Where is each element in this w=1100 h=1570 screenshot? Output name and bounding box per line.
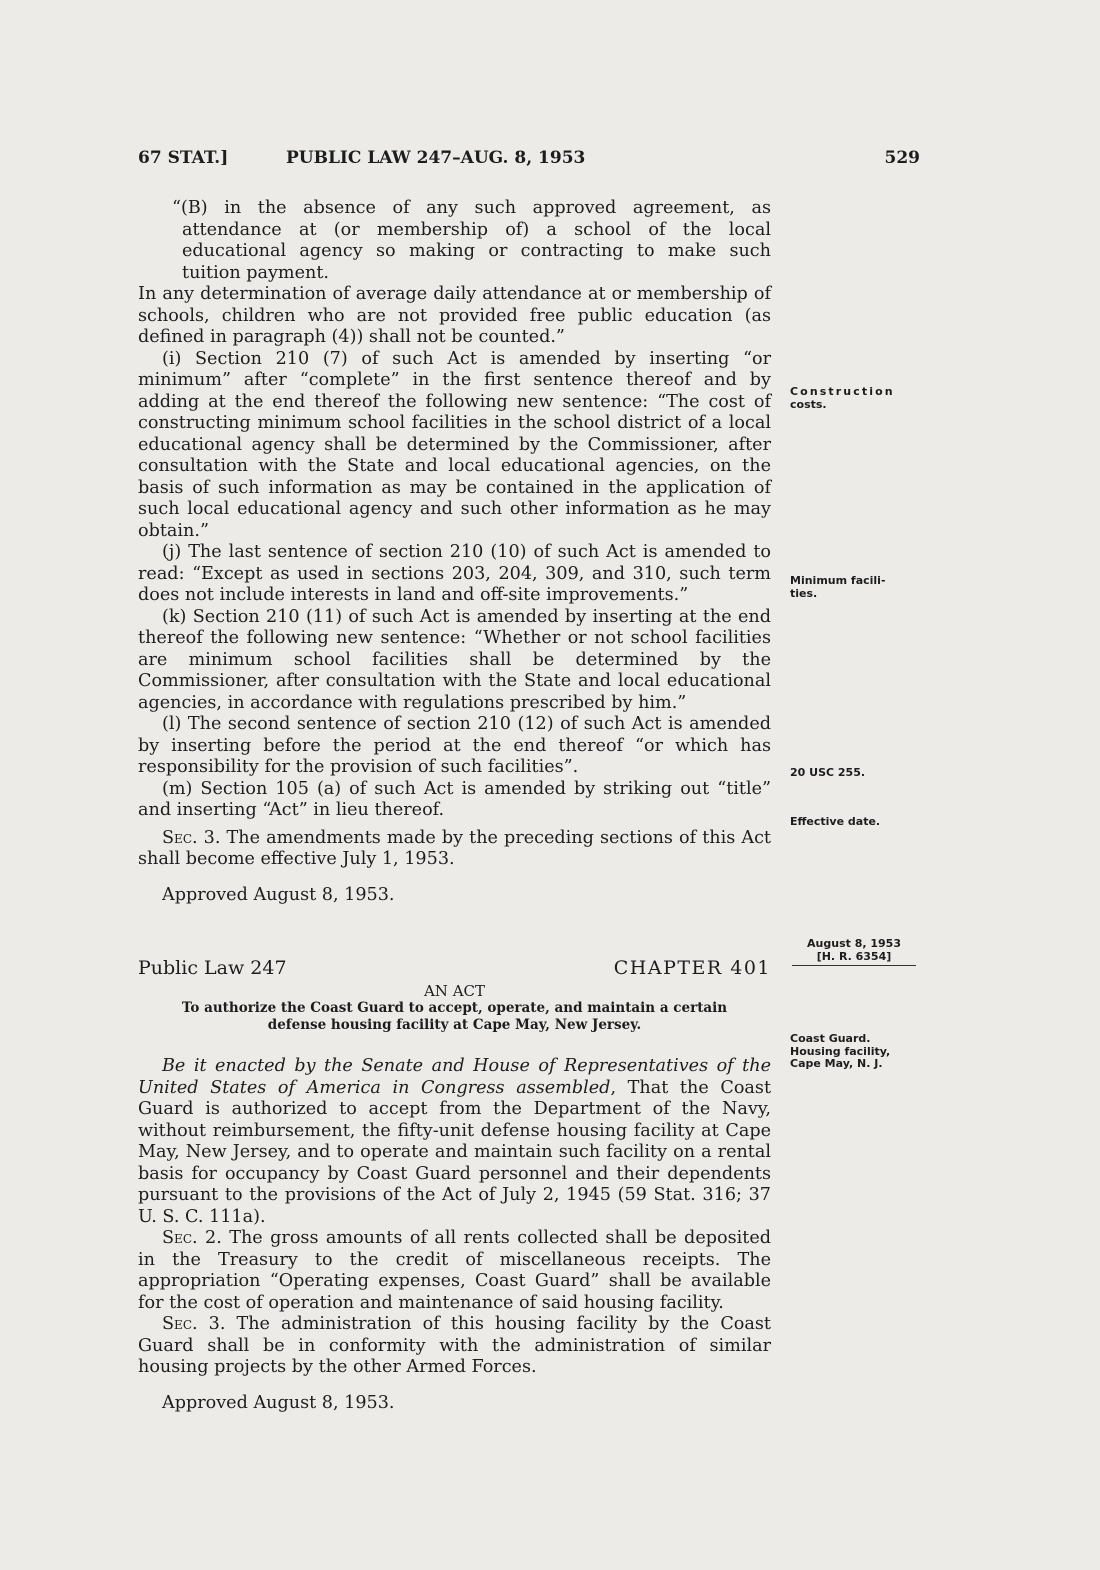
margin-note-enactment-date — [792, 938, 916, 966]
public-law-number: Public Law 247 — [138, 957, 287, 979]
approval-line: Approved August 8, 1953. — [162, 884, 395, 905]
margin-note-line: costs. — [790, 397, 827, 411]
enactment-date: August 8, 1953 — [807, 937, 901, 950]
margin-note-line: ties. — [790, 586, 818, 600]
approval-line: Approved August 8, 1953. — [162, 1392, 395, 1413]
paragraph-i: (i) Section 210 (7) of such Act is amended by inserting “or minimum” after “complete” in the first sentence thereof and by adding at the end thereof the following new sentence: “The cost of constructing minimum school facilities in the school district of a local educational agency shall be determined by the Commissioner, after consultation with the State and local educational agencies, on the basis of such information as may be contained in the application of such local educational agency and such other information as he may obtain.” — [138, 348, 771, 541]
section-3-effective — [138, 828, 771, 871]
paragraph-m: (m) Section 105 (a) of such Act is amended by striking out “title” and inserting “Act” in lieu thereof. — [138, 778, 771, 820]
body-text — [138, 198, 771, 1414]
paragraph-determination: In any determination of average daily attendance at or membership of schools, children who are not provided free public education (as defined in paragraph (4)) shall not be counted.” — [138, 284, 771, 347]
section-label: Sec. 2. — [162, 1228, 222, 1248]
enacting-formula: Be it enacted by the Senate and House of Representatives of the United States of America in Congress assembled — [138, 1056, 771, 1098]
statute-volume: 67 STAT.] — [138, 148, 229, 168]
act-purpose: To authorize the Coast Guard to accept, operate, and maintain a certain defense housing facility at Cape May, New Jersey. — [181, 1000, 728, 1033]
paragraph-l: (l) The second sentence of section 210 (12) of such Act is amended by inserting before the period at the end thereof “or which has responsibility for the provision of such facilities”. — [138, 714, 771, 777]
paragraph-b: “(B) in the absence of any such approved agreement, as attendance at (or membership of) a school of the local educational agency so making or contracting to make such tuition payment. — [172, 198, 771, 283]
law-heading — [138, 958, 771, 984]
section-2 — [138, 1228, 771, 1314]
paragraph-j: (j) The last sentence of section 210 (10) of such Act is amended to read: “Except as used in sections 203, 204, 309, and 310, such term does not include interests in land and off-site improvements.” — [138, 542, 771, 605]
margin-note-usc-citation — [790, 767, 930, 780]
bill-number: [H. R. 6354] — [816, 949, 892, 963]
enacting-text: , That the Coast Guard is authorized to accept from the Department of the Navy, without reimbursement, the fifty-unit defense housing facility at Cape May, New Jersey, and to operate and maintain such facility on a rental basis for occupancy by Coast Guard personnel and their dependents pursuant to the provisions of the Act of July 2, 1945 (59 Stat. 316; 37 U. S. C. 111a). — [138, 1077, 772, 1227]
divider — [792, 965, 916, 966]
an-act-heading: AN ACT — [423, 982, 486, 1000]
margin-note-line: 20 USC 255. — [790, 766, 866, 779]
margin-note-line: Construction — [790, 385, 895, 398]
margin-note-construction-costs — [790, 386, 930, 411]
section-label: Sec. 3. — [162, 1314, 226, 1334]
section-text: The gross amounts of all rents collected shall be deposited in the Treasury to the credit of miscellaneous receipts. The appropriation “Operating expenses, Coast Guard” shall be available for the cost of operation and maintenance of said housing facility. — [138, 1228, 771, 1313]
margin-note-line: Minimum facili- — [790, 574, 886, 587]
section-text: The amendments made by the preceding sections of this Act shall become effective July 1, 1953. — [138, 827, 771, 869]
paragraph-k: (k) Section 210 (11) of such Act is amended by inserting at the end thereof the following new sentence: “Whether or not school facilities are minimum school facilities shall be determined by the Commissioner, after consultation with the State and local educational agencies, in accordance with regulations prescribed by him.” — [138, 606, 771, 713]
margin-note-line: Cape May, N. J. — [790, 1057, 883, 1070]
margin-note-effective-date — [790, 816, 930, 829]
page-number: 529 — [884, 148, 920, 168]
chapter-number: CHAPTER 401 — [613, 957, 771, 979]
enacting-clause — [138, 1056, 771, 1228]
section-text: The administration of this housing facility by the Coast Guard shall be in conformity with the administration of similar housing projects by the other Armed Forces. — [138, 1314, 771, 1377]
margin-note-line: Coast Guard. — [790, 1032, 871, 1045]
section-label: Sec. 3. — [162, 827, 221, 848]
margin-note-coast-guard — [790, 1033, 930, 1071]
section-3-administration — [138, 1314, 771, 1379]
running-title: PUBLIC LAW 247–AUG. 8, 1953 — [286, 148, 586, 168]
running-header — [138, 148, 920, 172]
margin-note-line: Housing facility, — [790, 1044, 891, 1058]
margin-note-minimum-facilities — [790, 575, 930, 600]
margin-note-line: Effective date. — [790, 815, 881, 828]
